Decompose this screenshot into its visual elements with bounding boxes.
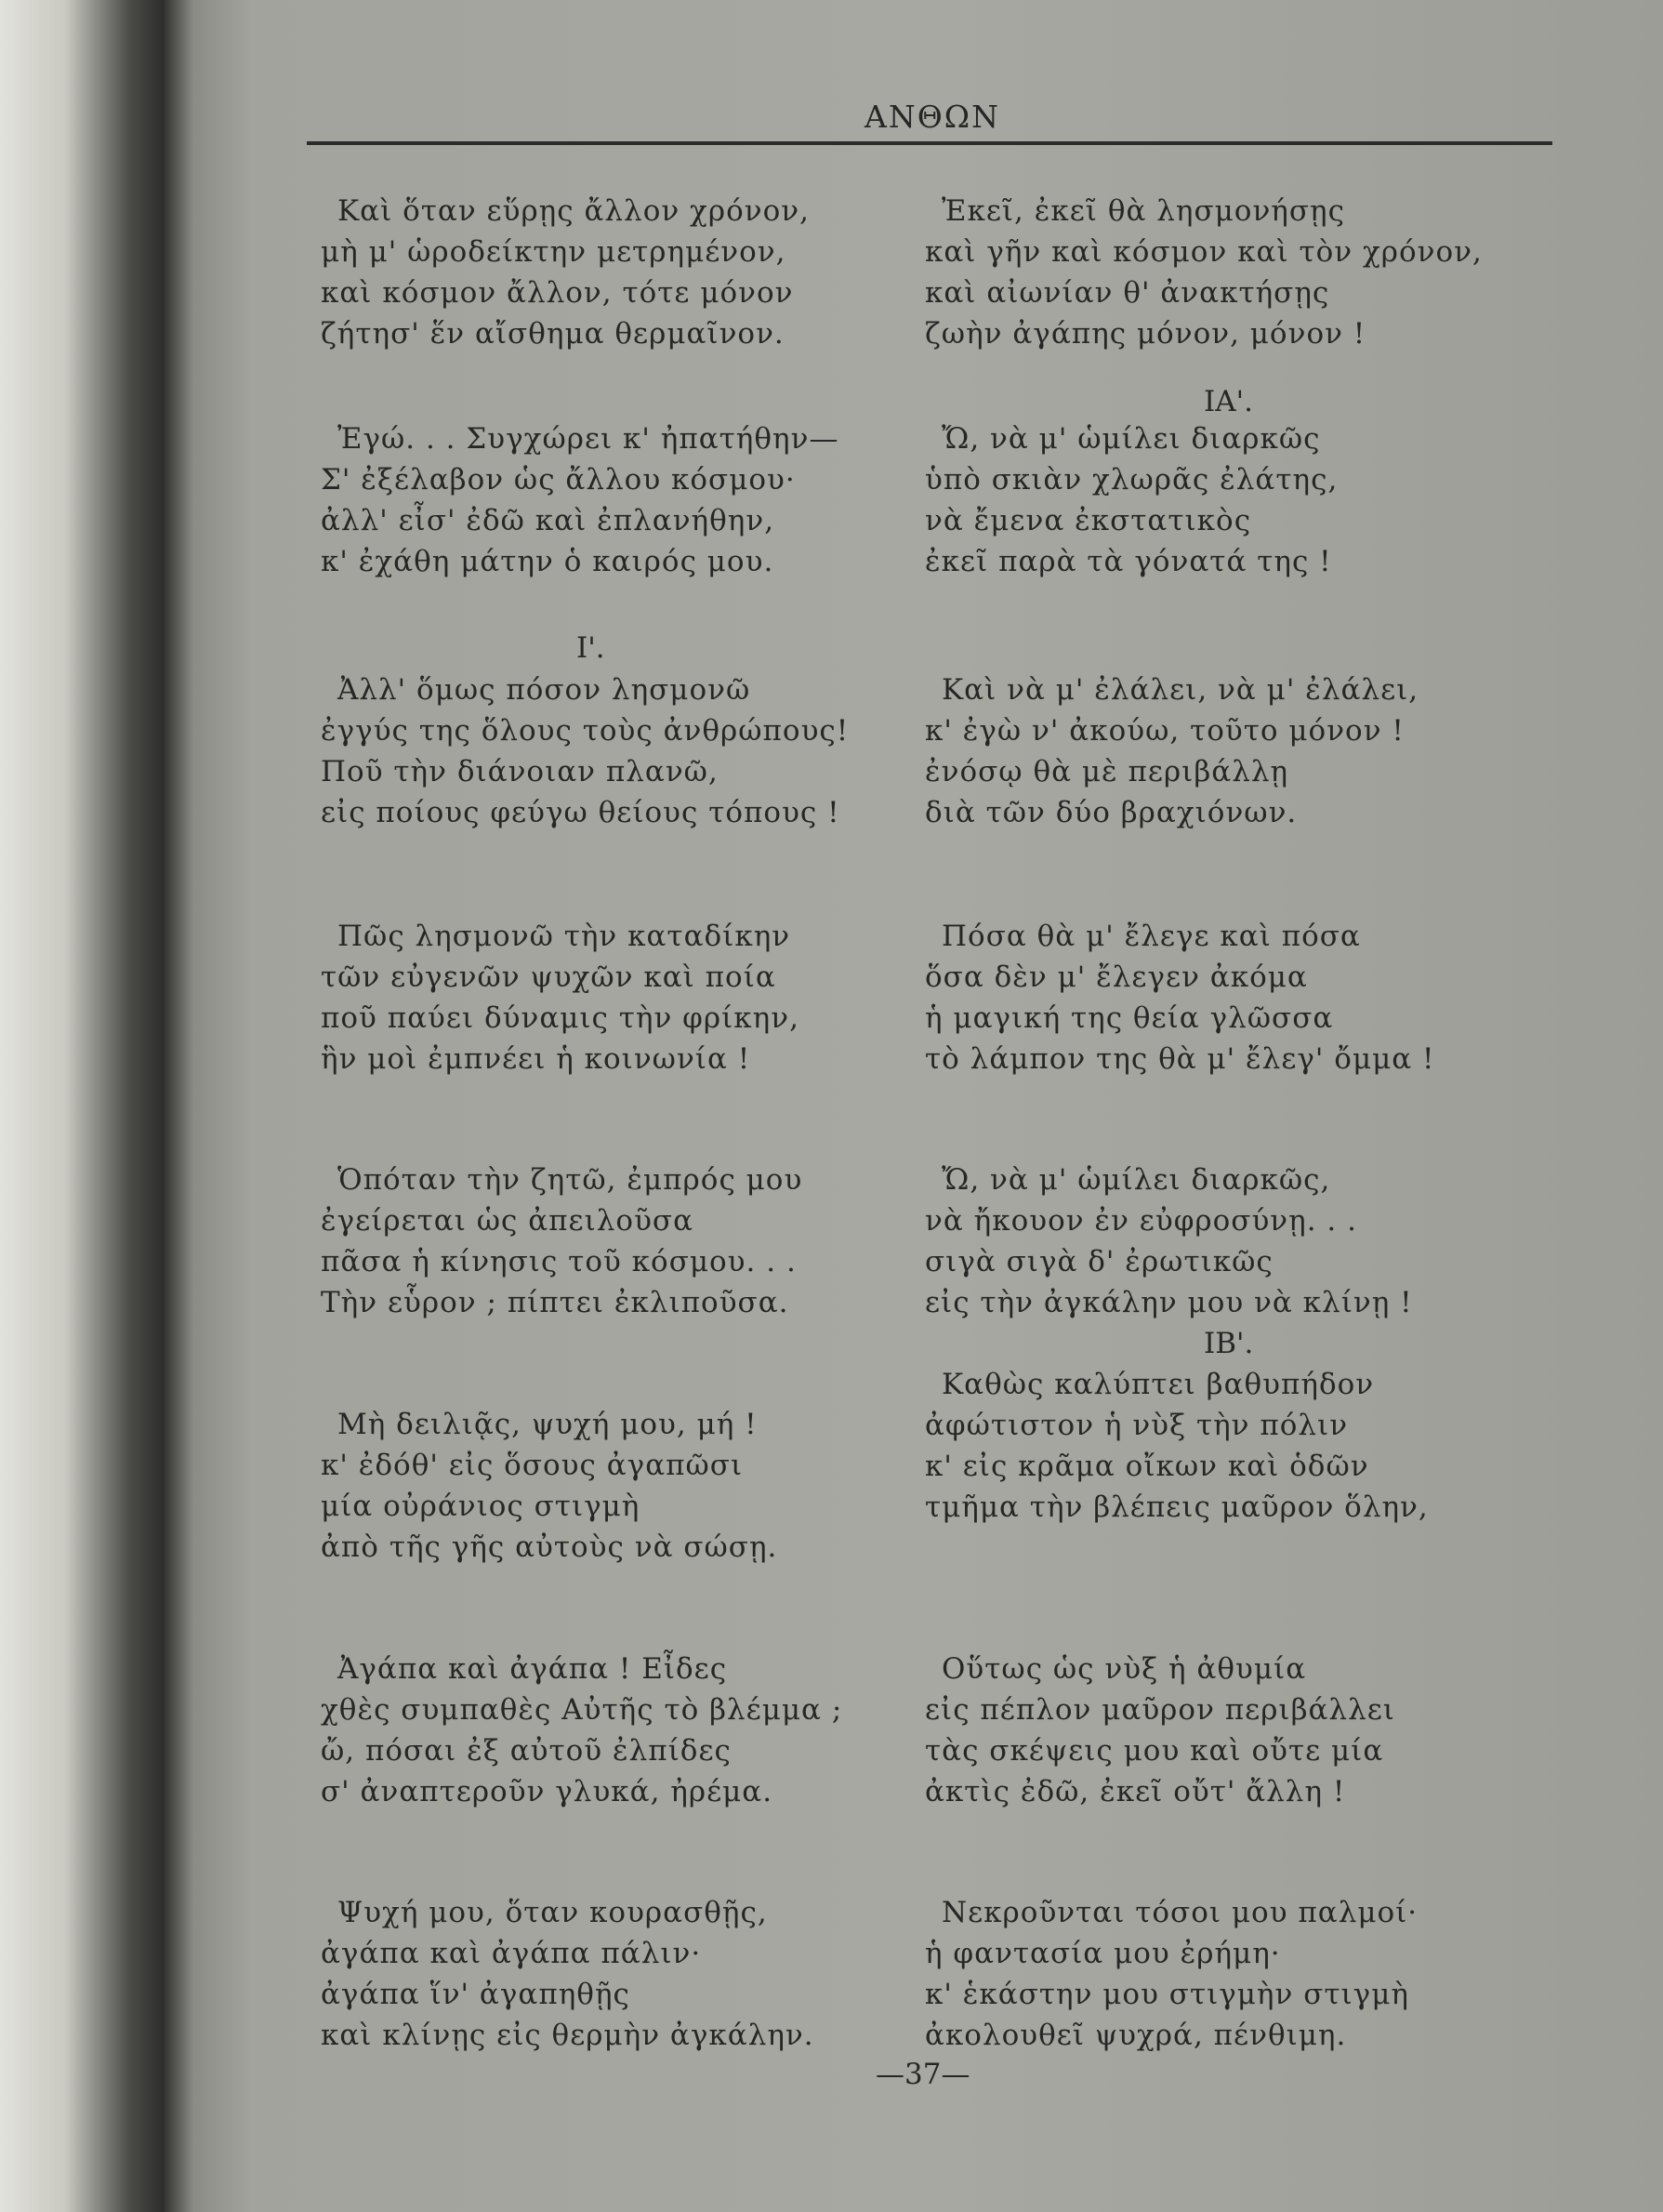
running-header: ΑΝΘΩΝ: [864, 99, 1000, 135]
verse-line: ἀκτὶς ἐδῶ, ἐκεῖ οὔτ' ἄλλη !: [925, 1775, 1346, 1808]
verse-line: ὅσα δὲν μ' ἔλεγεν ἀκόμα: [925, 960, 1308, 994]
verse-line: Νεκροῦνται τόσοι μου παλμοί·: [942, 1896, 1419, 1929]
stanza-left-2: [321, 418, 838, 582]
verse-line: ἀγάπα καὶ ἀγάπα πάλιν·: [321, 1937, 702, 1970]
verse-line: ἐγγύς της ὅλους τοὺς ἀνθρώπους!: [321, 714, 850, 748]
verse-line: ἀφώτιστον ἡ νὺξ τὴν πόλιν: [925, 1409, 1349, 1442]
book-spine-shadow: [0, 0, 195, 2212]
verse-line: ἐνόσῳ θὰ μὲ περιβάλλῃ: [925, 755, 1289, 788]
verse-line: Ποῦ τὴν διάνοιαν πλανῶ,: [321, 755, 719, 788]
verse-line: ἣν μοὶ ἐμπνέει ἡ κοινωνία !: [321, 1042, 751, 1076]
verse-line: ζήτησ' ἕν αἴσθημα θερμαῖνον.: [321, 317, 785, 351]
verse-line: Μὴ δειλιᾷς, ψυχή μου, μή !: [337, 1408, 758, 1441]
stanza-right-6: [925, 1364, 1429, 1528]
verse-line: πᾶσα ἡ κίνησις τοῦ κόσμου. . .: [321, 1245, 797, 1278]
verse-line: τὸ λάμπον της θὰ μ' ἔλεγ' ὄμμα !: [925, 1042, 1435, 1076]
verse-line: κ' ἐδόθ' εἰς ὅσους ἀγαπῶσι: [321, 1449, 744, 1482]
verse-line: μὴ μ' ὡροδείκτην μετρημένον,: [321, 235, 786, 269]
verse-line: ἀπὸ τῆς γῆς αὐτοὺς νὰ σώσῃ.: [321, 1530, 778, 1564]
section-numeral: ΙΑ'.: [1204, 385, 1254, 418]
verse-line: ἡ φαντασία μου ἐρήμη·: [925, 1937, 1281, 1970]
verse-line: εἰς πέπλον μαῦρον περιβάλλει: [925, 1693, 1395, 1727]
verse-line: καὶ κόσμον ἄλλον, τότε μόνον: [321, 276, 794, 310]
verse-line: καὶ γῆν καὶ κόσμον καὶ τὸν χρόνον,: [925, 235, 1483, 269]
verse-line: Ὁπόταν τὴν ζητῶ, ἐμπρός μου: [337, 1163, 803, 1197]
stanza-left-1: [321, 191, 810, 354]
stanza-left-4: [321, 916, 799, 1080]
verse-line: μία οὐράνιος στιγμὴ: [321, 1490, 640, 1523]
stanza-right-2: [925, 418, 1338, 582]
verse-line: Καθὼς καλύπτει βαθυπήδον: [942, 1368, 1375, 1401]
verse-line: ζωὴν ἀγάπης μόνον, μόνον !: [925, 317, 1366, 351]
verse-line: Καὶ νὰ μ' ἐλάλει, νὰ μ' ἐλάλει,: [942, 673, 1419, 707]
stanza-left-7: [321, 1649, 842, 1812]
verse-line: Τὴν εὗρον ; πίπτει ἐκλιποῦσα.: [321, 1286, 789, 1319]
verse-line: ὤ, πόσαι ἐξ αὐτοῦ ἐλπίδες: [321, 1734, 732, 1768]
stanza-left-3: [321, 669, 849, 833]
verse-line: νὰ ἔμενα ἐκστατικὸς: [925, 504, 1252, 537]
verse-line: Πῶς λησμονῶ τὴν καταδίκην: [337, 920, 791, 953]
verse-line: τμῆμα τὴν βλέπεις μαῦρον ὅλην,: [925, 1490, 1429, 1524]
verse-line: ὑπὸ σκιὰν χλωρᾶς ἐλάτης,: [925, 463, 1339, 497]
verse-line: κ' ἐγὼ ν' ἀκούω, τοῦτο μόνον !: [925, 714, 1405, 748]
verse-line: ἐγείρεται ὡς ἀπειλοῦσα: [321, 1204, 694, 1238]
verse-line: εἰς τὴν ἀγκάλην μου νὰ κλίνῃ !: [925, 1286, 1413, 1319]
header-rule: [307, 141, 1552, 145]
verse-line: σ' ἀναπτεροῦν γλυκά, ἠρέμα.: [321, 1775, 773, 1808]
verse-line: Πόσα θὰ μ' ἔλεγε καὶ πόσα: [942, 920, 1361, 953]
stanza-left-8: [321, 1892, 814, 2056]
verse-line: Ἀγάπα καὶ ἀγάπα ! Εἶδες: [337, 1652, 728, 1686]
verse-line: ποῦ παύει δύναμις τὴν φρίκην,: [321, 1001, 799, 1035]
verse-line: Ψυχή μου, ὅταν κουρασθῇς,: [337, 1896, 768, 1929]
verse-line: χθὲς συμπαθὲς Αὐτῆς τὸ βλέμμα ;: [321, 1693, 843, 1727]
stanza-right-5: [925, 1159, 1413, 1323]
verse-line: ἡ μαγική της θεία γλῶσσα: [925, 1001, 1334, 1035]
stanza-right-8: [925, 1892, 1418, 2056]
verse-line: νὰ ἤκουον ἐν εὐφροσύνῃ. . .: [925, 1204, 1357, 1238]
section-numeral: Ι'.: [576, 631, 605, 665]
verse-line: καὶ αἰωνίαν θ' ἀνακτήσῃς: [925, 276, 1330, 310]
stanza-right-7: [925, 1649, 1395, 1812]
verse-line: ἀκολουθεῖ ψυχρά, πένθιμη.: [925, 2019, 1347, 2052]
verse-line: κ' εἰς κρᾶμα οἴκων καὶ ὁδῶν: [925, 1450, 1369, 1483]
verse-line: κ' ἑκάστην μου στιγμὴν στιγμὴ: [925, 1978, 1409, 2011]
verse-line: Ἀλλ' ὅμως πόσον λησμονῶ: [337, 673, 751, 707]
stanza-left-6: [321, 1404, 777, 1568]
verse-line: ἐκεῖ παρὰ τὰ γόνατά της !: [925, 545, 1332, 578]
verse-line: ἀγάπα ἵν' ἀγαπηθῇς: [321, 1978, 630, 2011]
verse-line: τῶν εὐγενῶν ψυχῶν καὶ ποία: [321, 960, 776, 994]
verse-line: Καὶ ὅταν εὕρῃς ἄλλον χρόνον,: [337, 194, 810, 228]
verse-line: Οὕτως ὡς νὺξ ἡ ἀθυμία: [942, 1652, 1307, 1686]
verse-line: Σ' ἐξέλαβον ὡς ἄλλου κόσμου·: [321, 463, 796, 497]
verse-line: τὰς σκέψεις μου καὶ οὔτε μία: [925, 1734, 1384, 1768]
stanza-left-5: [321, 1159, 802, 1323]
verse-line: εἰς ποίους φεύγω θείους τόπους !: [321, 796, 840, 829]
stanza-right-3: [925, 669, 1419, 833]
verse-line: σιγὰ σιγὰ δ' ἐρωτικῶς: [925, 1245, 1274, 1278]
stanza-right-1: [925, 191, 1483, 354]
section-numeral: ΙΒ'.: [1204, 1327, 1254, 1360]
verse-line: Ἐκεῖ, ἐκεῖ θὰ λησμονήσῃς: [942, 194, 1345, 228]
page-number: —37—: [876, 2058, 970, 2091]
verse-line: ἀλλ' εἶσ' ἐδῶ καὶ ἐπλανήθην,: [321, 504, 775, 537]
verse-line: κ' ἐχάθη μάτην ὁ καιρός μου.: [321, 545, 774, 578]
verse-line: Ἐγώ. . . Συγχώρει κ' ἠπατήθην—: [337, 422, 839, 456]
verse-line: Ὤ, νὰ μ' ὡμίλει διαρκῶς: [942, 422, 1321, 456]
stanza-right-4: [925, 916, 1435, 1080]
verse-line: Ὤ, νὰ μ' ὡμίλει διαρκῶς,: [942, 1163, 1331, 1197]
verse-line: διὰ τῶν δύο βραχιόνων.: [925, 796, 1298, 829]
verse-line: καὶ κλίνῃς εἰς θερμὴν ἀγκάλην.: [321, 2019, 814, 2052]
